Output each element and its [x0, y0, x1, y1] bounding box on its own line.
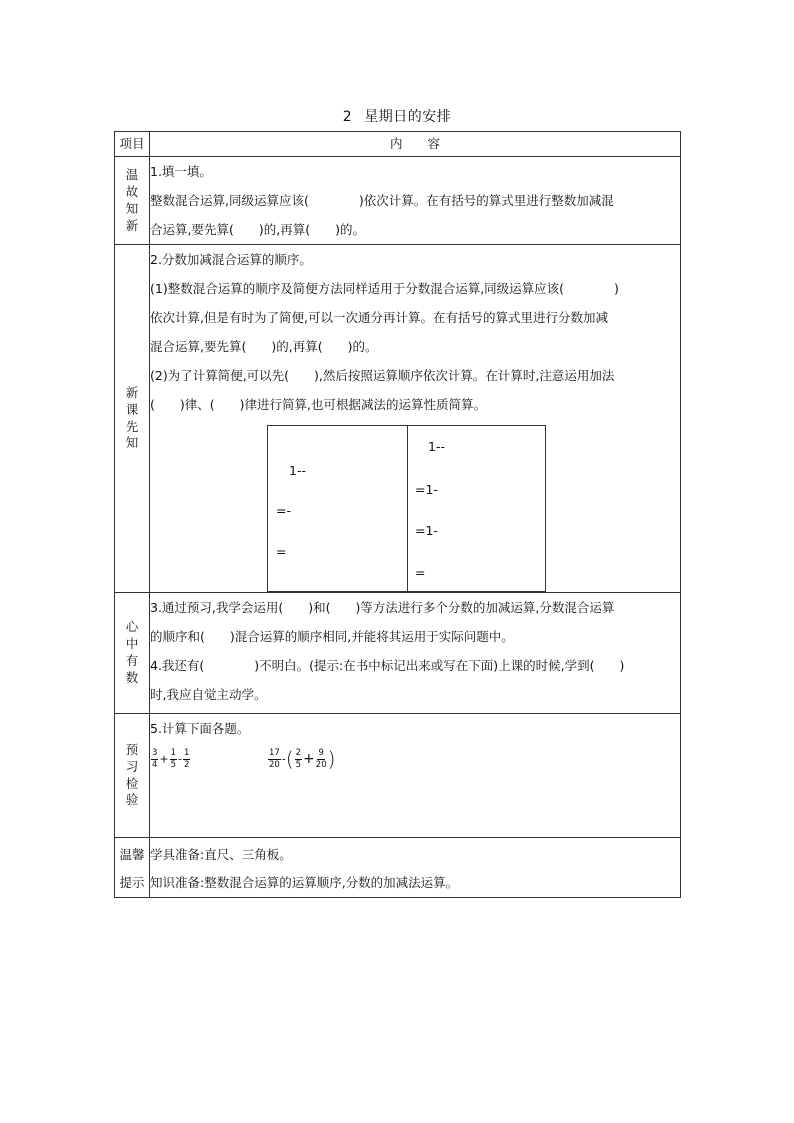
- check-label: 预习检验: [125, 741, 139, 808]
- check-content: [150, 714, 681, 838]
- tips-line-1: 学具准备:直尺、三角板。: [150, 847, 292, 862]
- preview-line-5: (2)为了计算简便,可以先( ),然后按照运算顺序依次计算。在计算时,注意运用加法: [150, 368, 615, 383]
- tips-content: [150, 838, 681, 898]
- exercise-1: $\frac{3}{4}$ + $\frac{1}{5}$ - $\frac{1}{2}$: [152, 748, 190, 770]
- calc-right-4: =: [415, 565, 426, 580]
- preview-line-6: ( )律、( )律进行简算,也可根据减法的运算性质简算。: [150, 397, 486, 412]
- calculation-box: [267, 425, 546, 592]
- mind-line-3: 4.我还有( )不明白。(提示:在书中标记出来或写在下面)上课的时候,学到( ): [150, 658, 625, 673]
- review-line-1: 1.填一填。: [150, 164, 212, 179]
- preview-line-3: 依次计算,但是有时为了简便,可以一次通分再计算。在有括号的算式里进行分数加减: [150, 310, 608, 325]
- preview-row: [115, 245, 681, 593]
- tips-label-1: 温馨: [119, 847, 145, 862]
- exercise-expressions: [150, 745, 680, 821]
- header-row: [115, 132, 681, 157]
- calc-right-1: 1--: [428, 439, 445, 454]
- mind-line-4: 时,我应自觉主动学。: [150, 687, 267, 702]
- fraction: $\frac{1}{5}$: [170, 748, 177, 770]
- review-line-2: 整数混合运算,同级运算应该( )依次计算。在有括号的算式里进行整数加减混: [150, 193, 614, 208]
- mind-line-2: 的顺序和( )混合运算的顺序相同,并能将其运用于实际问题中。: [150, 629, 514, 644]
- calc-left-3: =: [276, 544, 287, 559]
- review-content: [150, 157, 681, 245]
- calc-right-3: =1-: [415, 523, 438, 538]
- mind-content: [150, 593, 681, 714]
- header-content: 内 容: [150, 132, 681, 157]
- title-number: 2: [342, 109, 353, 125]
- page-title: [0, 106, 794, 126]
- check-row: [115, 714, 681, 838]
- mind-label: 心中有数: [125, 619, 139, 685]
- preview-line-2: (1)整数混合运算的顺序及简便方法同样适用于分数混合运算,同级运算应该( ): [150, 281, 619, 296]
- tips-line-2: 知识准备:整数混合运算的运算顺序,分数的加减法运算。: [150, 875, 459, 890]
- header-item: 项目: [115, 132, 150, 157]
- tips-row: [115, 838, 681, 898]
- exercise-2: $\frac{17}{20}$ -( $\frac{2}{5}$ + $\frac{9}{20}$ ): [269, 747, 336, 771]
- preview-line-4: 混合运算,要先算( )的,再算( )的。: [150, 339, 378, 354]
- title-text: 星期日的安排: [364, 109, 452, 125]
- calc-left-2: =-: [276, 503, 291, 518]
- calc-divider: [407, 426, 408, 591]
- preview-label: 新课先知: [125, 384, 139, 451]
- review-line-3: 合运算,要先算( )的,再算( )的。: [150, 222, 365, 237]
- fraction: $\frac{17}{20}$: [269, 748, 280, 770]
- mind-line-1: 3.通过预习,我学会运用( )和( )等方法进行多个分数的加减运算,分数混合运算: [150, 600, 615, 615]
- fraction: $\frac{3}{4}$: [152, 748, 158, 770]
- calc-right-2: =1-: [415, 482, 438, 497]
- check-line: 5.计算下面各题。: [150, 721, 250, 736]
- fraction: $\frac{2}{5}$: [295, 748, 302, 770]
- tips-label-2: 提示: [119, 875, 145, 890]
- fraction: $\frac{1}{2}$: [184, 748, 190, 770]
- review-label: 温故知新: [125, 167, 139, 233]
- preview-content: [150, 245, 681, 593]
- review-row: [115, 157, 681, 245]
- preview-line-1: 2.分数加减混合运算的顺序。: [150, 252, 312, 267]
- fraction: $\frac{9}{20}$: [315, 748, 327, 770]
- calc-left-1: 1--: [289, 463, 306, 478]
- mind-row: [115, 593, 681, 714]
- lesson-table: [114, 131, 681, 898]
